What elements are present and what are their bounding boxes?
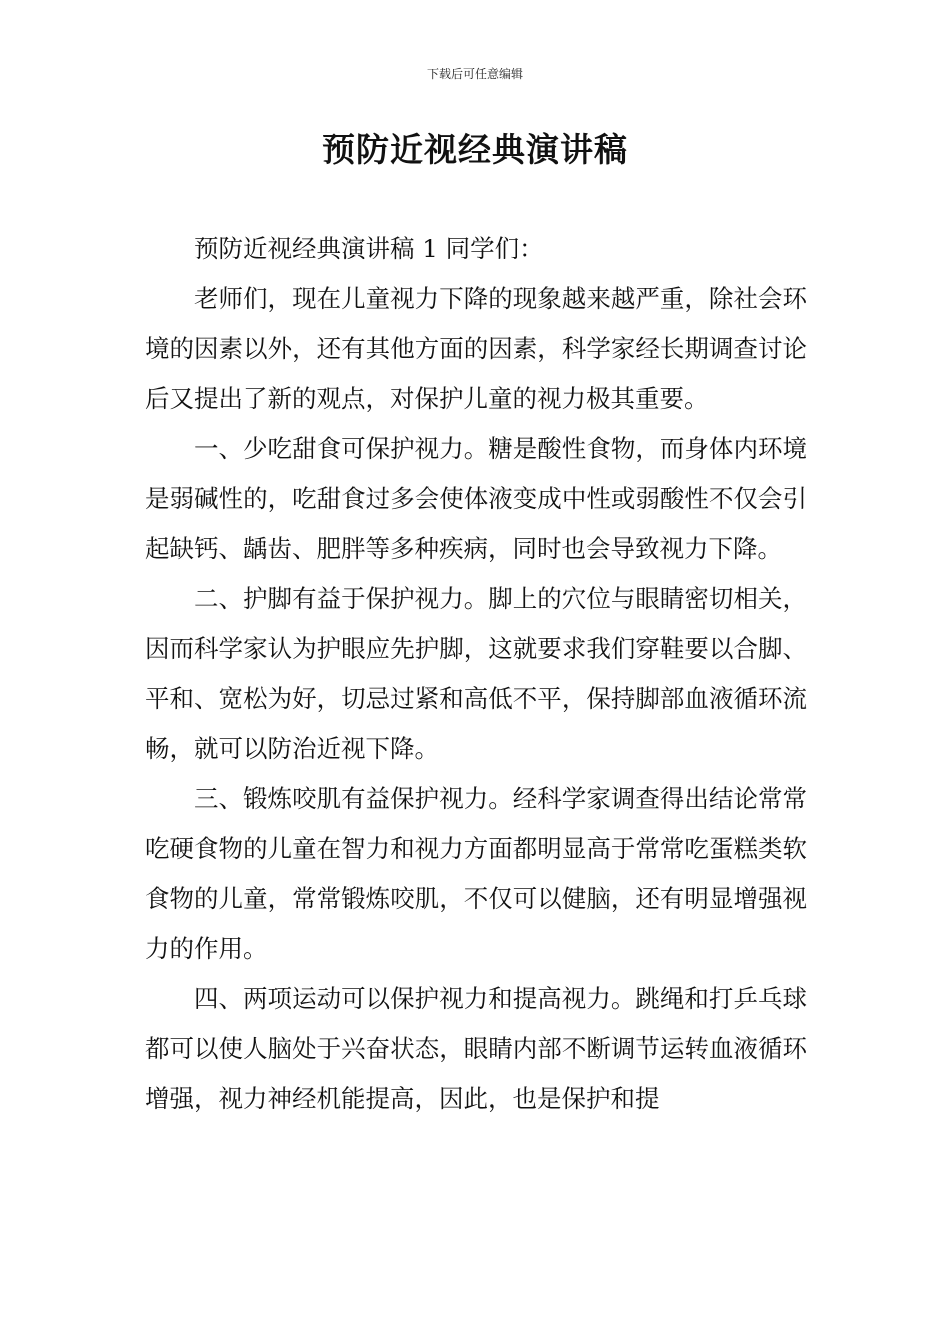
document-title: 预防近视经典演讲稿 bbox=[322, 130, 628, 169]
document-body bbox=[145, 224, 807, 1124]
header-note: 下载后可任意编辑 bbox=[426, 67, 523, 81]
paragraph-point-1: 一、少吃甜食可保护视力。糖是酸性食物，而身体内环境是弱碱性的，吃甜食过多会使体液变成中性或弱酸性不仅会引起缺钙、龋齿、肥胖等多种疾病，同时也会导致视力下降。 bbox=[145, 434, 807, 563]
paragraph-intro: 老师们，现在儿童视力下降的现象越来越严重，除社会环境的因素以外，还有其他方面的因素，科学家经长期调查讨论后又提出了新的观点，对保护儿童的视力极其重要。 bbox=[145, 284, 807, 413]
paragraph-point-2: 二、护脚有益于保护视力。脚上的穴位与眼睛密切相关，因而科学家认为护眼应先护脚，这就要求我们穿鞋要以合脚、平和、宽松为好，切忌过紧和高低不平，保持脚部血液循环流畅，就可以防治近视下降。 bbox=[145, 584, 807, 763]
paragraph-greeting: 预防近视经典演讲稿 1 同学们： bbox=[194, 234, 544, 263]
paragraph-point-4: 四、两项运动可以保护视力和提高视力。跳绳和打乒乓球都可以使人脑处于兴奋状态，眼睛内部不断调节运转血液循环增强，视力神经机能提高，因此，也是保护和提 bbox=[145, 984, 807, 1113]
paragraph-point-3: 三、锻炼咬肌有益保护视力。经科学家调查得出结论常常吃硬食物的儿童在智力和视力方面都明显高于常常吃蛋糕类软食物的儿童，常常锻炼咬肌，不仅可以健脑，还有明显增强视力的作用。 bbox=[145, 784, 807, 963]
